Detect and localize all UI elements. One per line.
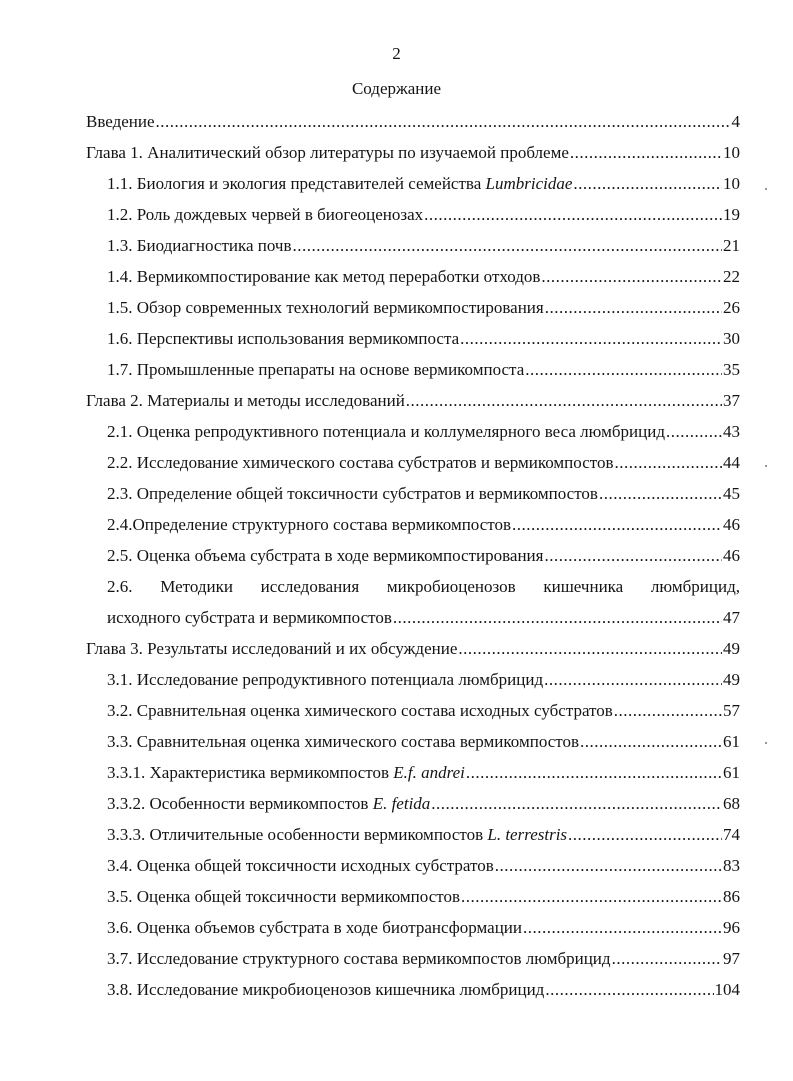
toc-section-entry: [107, 571, 740, 602]
toc-chapter-entry: [86, 633, 740, 664]
toc-entry-text: Введение: [86, 112, 155, 131]
dot-leader: [523, 912, 722, 943]
toc-entry-label: [107, 261, 540, 292]
toc-entry-text: 2.2. Исследование химического состава субстратов и вермикомпостов: [107, 453, 614, 472]
toc-chapter-entry: [86, 106, 740, 137]
toc-section-entry: [107, 447, 740, 478]
scan-speck: [765, 742, 767, 744]
toc-entry-text: 1.3. Биодиагностика почв: [107, 236, 292, 255]
toc-page-number: 30: [723, 329, 740, 348]
toc-entry-label: [107, 416, 665, 447]
toc-section-entry: [107, 199, 740, 230]
toc-entry-label: [107, 602, 392, 633]
toc-section-entry: [107, 168, 740, 199]
toc-entry-text: 3.5. Оценка общей токсичности вермикомпостов: [107, 887, 460, 906]
toc-page-number: 4: [731, 112, 740, 131]
toc-entry-text: Глава 3. Результаты исследований и их обсуждение: [86, 639, 458, 658]
toc-entry-text: 3.8. Исследование микробиоценозов кишечника люмбрицид: [107, 980, 545, 999]
toc-page-number: 21: [723, 236, 740, 255]
toc-section-entry: [107, 540, 740, 571]
toc-entry-text: 3.7. Исследование структурного состава вермикомпостов люмбрицид: [107, 949, 611, 968]
toc-entry-text: 2.1. Оценка репродуктивного потенциала и коллумелярного веса люмбрицид: [107, 422, 665, 441]
dot-leader: [495, 850, 722, 881]
toc-entry-text: 3.3.2. Особенности вермикомпостов: [107, 794, 373, 813]
toc-entry-taxon: Lumbricidae: [485, 174, 573, 193]
toc-section-entry: [107, 664, 740, 695]
toc-section-entry: [107, 819, 740, 850]
toc-entry-text: 3.2. Сравнительная оценка химического состава исходных субстратов: [107, 701, 613, 720]
toc-page-number: 61: [723, 732, 740, 751]
toc-page-number: 97: [723, 949, 740, 968]
toc-page-number: 86: [723, 887, 740, 906]
toc-entry-label: [107, 912, 522, 943]
toc-section-entry: [107, 261, 740, 292]
toc-entry-text: Глава 1. Аналитический обзор литературы по изучаемой проблеме: [86, 143, 569, 162]
toc-entry-label: [107, 757, 465, 788]
toc-entry-taxon: E. fetida: [372, 794, 431, 813]
toc-entry-taxon: E.f. andrei: [393, 763, 465, 782]
toc-section-entry: [107, 881, 740, 912]
dot-leader: [393, 602, 722, 633]
dot-leader: [580, 726, 722, 757]
toc-entry-text: 3.6. Оценка объемов субстрата в ходе биотрансформации: [107, 918, 523, 937]
toc-section-entry: [107, 726, 740, 757]
toc-entry-label: [107, 974, 544, 1005]
toc-entry-label: [107, 509, 511, 540]
toc-entry-text: Глава 2. Материалы и методы исследований: [86, 391, 405, 410]
toc-chapter-entry: [86, 137, 740, 168]
toc-entry-label: [107, 447, 613, 478]
toc-section-entry: [107, 850, 740, 881]
toc-page-number: 74: [723, 825, 740, 844]
toc-entry-text: 3.3. Сравнительная оценка химического состава вермикомпостов: [107, 732, 580, 751]
toc-page-number: 104: [714, 980, 740, 999]
dot-leader: [424, 199, 722, 230]
toc-entry-label: [107, 664, 543, 695]
toc-section-entry: [107, 943, 740, 974]
toc-page-number: 22: [723, 267, 740, 286]
toc-section-entry: [107, 292, 740, 323]
dot-leader: [614, 695, 722, 726]
toc-section-entry: [107, 757, 740, 788]
toc-page-number: 37: [723, 391, 740, 410]
dot-leader: [512, 509, 722, 540]
toc-entry-label: [86, 137, 569, 168]
toc-section-entry: [107, 509, 740, 540]
toc-entry-label: [107, 354, 524, 385]
toc-page-number: 43: [723, 422, 740, 441]
dot-leader: [612, 943, 722, 974]
toc-section-entry: [107, 788, 740, 819]
toc-entry-label: [107, 292, 544, 323]
dot-leader: [544, 540, 722, 571]
toc-page-number: 83: [723, 856, 740, 875]
dot-leader: [460, 323, 722, 354]
dot-leader: [156, 106, 731, 137]
toc-entry-text: 2.3. Определение общей токсичности субстратов и вермикомпостов: [107, 484, 598, 503]
toc-section-entry: [107, 416, 740, 447]
toc-page-number: 46: [723, 515, 740, 534]
toc-section-entry: [107, 354, 740, 385]
toc-entry-text: 3.3.3. Отличительные особенности вермикомпостов: [107, 825, 488, 844]
toc-section-entry: [107, 974, 740, 1005]
toc-entry-label: [86, 385, 405, 416]
toc-entry-label: [107, 850, 494, 881]
toc-page-number: 61: [723, 763, 740, 782]
toc-entry-label: [107, 881, 460, 912]
toc-entry-text: 3.3.1. Характеристика вермикомпостов: [107, 763, 394, 782]
toc-page-number: 57: [723, 701, 740, 720]
toc-entry-label: [86, 106, 155, 137]
toc-entry-label: [107, 571, 740, 602]
toc-section-entry: [107, 323, 740, 354]
scan-speck: [765, 188, 767, 190]
dot-leader: [544, 664, 722, 695]
dot-leader: [525, 354, 722, 385]
toc-entry-label: [107, 695, 613, 726]
dot-leader: [293, 230, 722, 261]
toc-page-number: 10: [723, 143, 740, 162]
toc-entry-text: 1.1. Биология и экология представителей семейства: [107, 174, 486, 193]
toc-page-number: 49: [723, 670, 740, 689]
toc-entry-label: [107, 943, 611, 974]
toc-entry-label: [107, 199, 423, 230]
toc-entry-text: 2.5. Оценка объема субстрата в ходе вермикомпостирования: [107, 546, 544, 565]
toc-entry-text: 2.6. Методики исследования микробиоценозов кишечника люмбрицид,: [107, 577, 740, 596]
dot-leader: [431, 788, 722, 819]
dot-leader: [570, 137, 722, 168]
toc-page-number: 46: [723, 546, 740, 565]
toc-page-number: 45: [723, 484, 740, 503]
toc-section-entry: [107, 230, 740, 261]
toc-page-number: 47: [723, 608, 740, 627]
toc-page-number: 96: [723, 918, 740, 937]
toc-entry-text: 1.7. Промышленные препараты на основе вермикомпоста: [107, 360, 525, 379]
toc-chapter-entry: [86, 385, 740, 416]
toc-section-entry: [107, 602, 740, 633]
toc-entry-label: [107, 788, 430, 819]
toc-page-number: 49: [723, 639, 740, 658]
toc-entry-text: 3.1. Исследование репродуктивного потенциала люмбрицид: [107, 670, 544, 689]
toc-title: Содержание: [351, 79, 442, 98]
toc-entry-text: 2.4.Определение структурного состава вермикомпостов: [107, 515, 511, 534]
toc-page-number: 35: [723, 360, 740, 379]
toc-entry-label: [107, 323, 459, 354]
toc-entry-label: [107, 230, 292, 261]
toc-entry-label: [107, 478, 598, 509]
toc-page-number: 68: [723, 794, 740, 813]
dot-leader: [458, 633, 722, 664]
dot-leader: [545, 292, 722, 323]
toc-entry-text: 1.4. Вермикомпостирование как метод переработки отходов: [107, 267, 541, 286]
scan-speck: [765, 465, 767, 467]
dot-leader: [541, 261, 722, 292]
toc-entry-text: 3.4. Оценка общей токсичности исходных субстратов: [107, 856, 494, 875]
toc-page-number: 19: [723, 205, 740, 224]
toc-entry-label: [107, 726, 579, 757]
toc-section-entry: [107, 695, 740, 726]
dot-leader: [568, 819, 722, 850]
toc-section-entry: [107, 912, 740, 943]
dot-leader: [545, 974, 713, 1005]
toc-entry-label: [107, 540, 543, 571]
dot-leader: [406, 385, 722, 416]
toc-entry-label: [107, 819, 567, 850]
toc-entry-label: [86, 633, 457, 664]
toc-page-number: 44: [723, 453, 740, 472]
toc-page-number: 10: [723, 174, 740, 193]
dot-leader: [573, 168, 722, 199]
dot-leader: [466, 757, 722, 788]
toc-entry-text: 1.5. Обзор современных технологий вермикомпостирования: [107, 298, 544, 317]
toc-entry-text: исходного субстрата и вермикомпостов: [107, 608, 392, 627]
toc-entry-text: 1.6. Перспективы использования вермикомпоста: [107, 329, 460, 348]
toc-entry-text: 1.2. Роль дождевых червей в биогеоценозах: [107, 205, 424, 224]
dot-leader: [599, 478, 722, 509]
page-number: 2: [392, 44, 401, 63]
dot-leader: [461, 881, 722, 912]
toc-entry-label: [107, 168, 572, 199]
toc-page-number: 26: [723, 298, 740, 317]
dot-leader: [614, 447, 722, 478]
dot-leader: [666, 416, 722, 447]
toc-entry-taxon: L. terrestris: [487, 825, 568, 844]
toc-section-entry: [107, 478, 740, 509]
